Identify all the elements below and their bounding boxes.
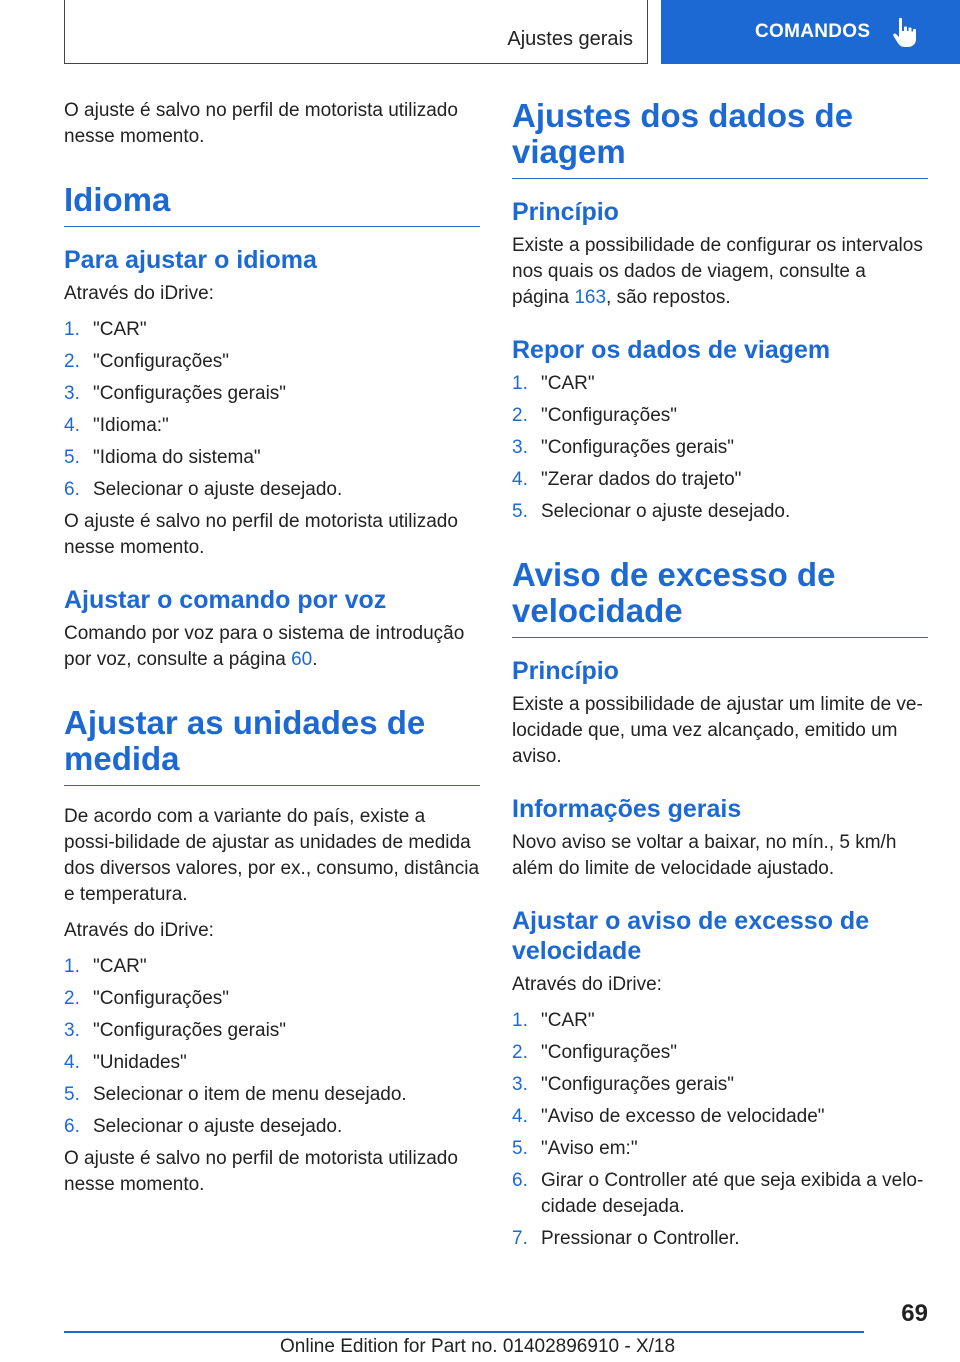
list-item xyxy=(64,1050,480,1076)
step-number: 5. xyxy=(64,447,80,468)
step-number: 1. xyxy=(512,1010,528,1031)
heading-ajustar-aviso: Ajustar o aviso de excesso de velocidade xyxy=(512,907,870,965)
aviso-steps-list xyxy=(512,1008,928,1252)
list-item xyxy=(64,1114,480,1140)
heading-para-ajustar-idioma: Para ajustar o idioma xyxy=(64,246,317,274)
step-number: 7. xyxy=(512,1228,528,1249)
step-text: "Configurações gerais" xyxy=(541,1074,735,1095)
step-number: 3. xyxy=(64,1020,80,1041)
heading-principio-velocidade: Princípio xyxy=(512,657,619,685)
step-text: "Idioma do sistema" xyxy=(93,447,261,468)
list-item xyxy=(64,1018,480,1044)
informacoes-gerais-text: Novo aviso se voltar a baixar, no mín., 5 km/h além do limite de velocidade ajustado. xyxy=(512,832,897,879)
heading-excesso-velocidade: Aviso de excesso de velocidade xyxy=(512,557,928,638)
step-number: 4. xyxy=(64,1052,80,1073)
step-text: "Configurações gerais" xyxy=(93,1020,287,1041)
step-text: Pressionar o Controller. xyxy=(541,1228,740,1249)
right-column xyxy=(512,98,928,1258)
step-number: 1. xyxy=(64,319,80,340)
unidades-note: O ajuste é salvo no perfil de motorista utilizado nesse momento. xyxy=(64,1148,458,1195)
step-number: 1. xyxy=(512,373,528,394)
list-item xyxy=(64,381,480,407)
list-item xyxy=(512,1008,928,1034)
step-number: 6. xyxy=(64,1116,80,1137)
list-item xyxy=(512,371,928,397)
heading-dados-viagem: Ajustes dos dados de viagem xyxy=(512,98,928,179)
via-idrive-text: Através do iDrive: xyxy=(512,974,662,995)
step-number: 3. xyxy=(512,437,528,458)
step-text: "Configurações" xyxy=(93,988,230,1009)
list-item xyxy=(64,954,480,980)
step-text: "Configurações gerais" xyxy=(93,383,287,404)
list-item xyxy=(512,435,928,461)
step-number: 6. xyxy=(64,479,80,500)
step-text: "Configurações" xyxy=(541,405,678,426)
list-item xyxy=(64,477,480,503)
page-reference-link[interactable]: 60 xyxy=(291,649,313,670)
left-column xyxy=(64,98,480,1208)
step-number: 4. xyxy=(512,1106,528,1127)
edition-footer: Online Edition for Part no. 01402896910 - X/18 xyxy=(280,1336,676,1357)
via-idrive-text: Através do iDrive: xyxy=(64,920,214,941)
step-number: 5. xyxy=(512,1138,528,1159)
heading-informacoes-gerais: Informações gerais xyxy=(512,795,742,823)
principio-viagem-paragraph xyxy=(512,233,928,311)
chapter-title: COMANDOS xyxy=(755,21,871,42)
step-number: 2. xyxy=(512,405,528,426)
intro-paragraph: O ajuste é salvo no perfil de motorista utilizado nesse momento. xyxy=(64,100,458,147)
step-text: Selecionar o ajuste desejado. xyxy=(93,479,343,500)
idioma-note: O ajuste é salvo no perfil de motorista utilizado nesse momento. xyxy=(64,511,458,558)
step-number: 4. xyxy=(64,415,80,436)
step-text: "Configurações" xyxy=(93,351,230,372)
list-item xyxy=(512,1226,928,1252)
step-text: Selecionar o ajuste desejado. xyxy=(93,1116,343,1137)
page-number: 69 xyxy=(901,1300,928,1327)
page-reference-link[interactable]: 163 xyxy=(574,287,607,308)
running-header xyxy=(64,0,648,64)
step-number: 5. xyxy=(64,1084,80,1105)
list-item xyxy=(64,445,480,471)
principio-viagem-text: Existe a possibilidade de configurar os intervalos nos quais os dados de viagem, consulte a página xyxy=(512,235,923,308)
list-item xyxy=(512,499,928,525)
idioma-steps-list xyxy=(64,317,480,503)
list-item xyxy=(64,1082,480,1108)
step-text: "Configurações gerais" xyxy=(541,437,735,458)
list-item xyxy=(512,467,928,493)
step-text: Selecionar o item de menu desejado. xyxy=(93,1084,407,1105)
step-text: Selecionar o ajuste desejado. xyxy=(541,501,791,522)
list-item xyxy=(64,986,480,1012)
step-text: "Aviso em:" xyxy=(541,1138,638,1159)
step-text: Girar o Controller até que seja exibida a velo-cidade desejada. xyxy=(541,1170,924,1217)
comando-voz-text: Comando por voz para o sistema de introdução por voz, consulte a página xyxy=(64,623,465,670)
step-text: "Aviso de excesso de velocidade" xyxy=(541,1106,825,1127)
step-text: "Unidades" xyxy=(93,1052,187,1073)
step-number: 3. xyxy=(64,383,80,404)
step-number: 5. xyxy=(512,501,528,522)
step-text: "Zerar dados do trajeto" xyxy=(541,469,742,490)
list-item xyxy=(64,349,480,375)
step-text: "CAR" xyxy=(541,1010,595,1031)
step-number: 2. xyxy=(512,1042,528,1063)
footer-divider xyxy=(64,1331,864,1333)
list-item xyxy=(512,403,928,429)
section-title: Ajustes gerais xyxy=(507,28,633,50)
step-number: 2. xyxy=(64,351,80,372)
step-text: "Idioma:" xyxy=(93,415,169,436)
step-text: "CAR" xyxy=(541,373,595,394)
list-item xyxy=(512,1168,928,1220)
unidades-intro: De acordo com a variante do país, existe a possi-bilidade de ajustar as unidades de medida dos diversos valores, por ex., consumo, distância e temperatura. xyxy=(64,806,480,905)
heading-repor-dados: Repor os dados de viagem xyxy=(512,336,831,364)
step-number: 1. xyxy=(64,956,80,977)
heading-comando-voz: Ajustar o comando por voz xyxy=(64,586,387,614)
step-number: 4. xyxy=(512,469,528,490)
step-text: "CAR" xyxy=(93,319,147,340)
via-idrive-text: Através do iDrive: xyxy=(64,283,214,304)
step-number: 3. xyxy=(512,1074,528,1095)
heading-idioma: Idioma xyxy=(64,182,480,227)
list-item xyxy=(512,1136,928,1162)
comando-voz-end: . xyxy=(312,649,318,670)
heading-principio-viagem: Princípio xyxy=(512,198,619,226)
comando-voz-paragraph xyxy=(64,621,480,673)
heading-unidades-medida: Ajustar as unidades de medida xyxy=(64,705,480,786)
list-item xyxy=(64,413,480,439)
principio-velocidade-text: Existe a possibilidade de ajustar um limite de ve-locidade que, uma vez alcançado, emitido um aviso. xyxy=(512,694,923,767)
chapter-tab xyxy=(661,0,960,64)
step-number: 2. xyxy=(64,988,80,1009)
unidades-steps-list xyxy=(64,954,480,1140)
list-item xyxy=(512,1104,928,1130)
list-item xyxy=(512,1040,928,1066)
list-item xyxy=(64,317,480,343)
repor-steps-list xyxy=(512,371,928,525)
step-text: "Configurações" xyxy=(541,1042,678,1063)
step-text: "CAR" xyxy=(93,956,147,977)
step-number: 6. xyxy=(512,1170,528,1191)
list-item xyxy=(512,1072,928,1098)
pointing-hand-icon xyxy=(890,16,920,48)
principio-viagem-end: , são repostos. xyxy=(606,287,731,308)
